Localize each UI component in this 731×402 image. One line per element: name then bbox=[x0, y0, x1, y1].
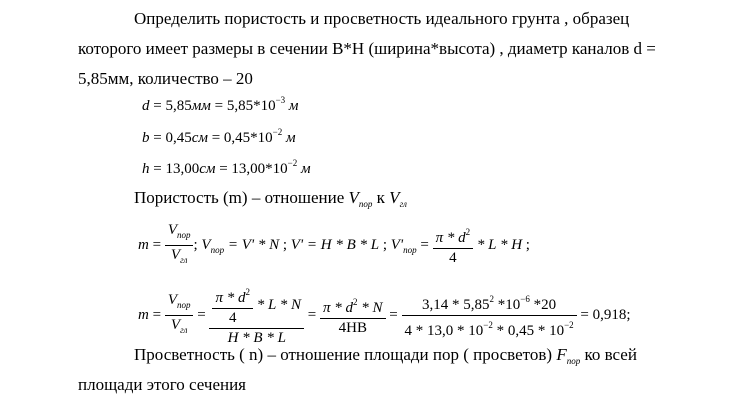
porosity-definition: Пористость (m) – отношение $V_{пор}$ к $V_{гл}$ bbox=[134, 188, 407, 209]
fraction-pi-d2-n-4hb: $\frac{\pi * d^2 * N}{4HB}$ bbox=[320, 294, 386, 337]
given-h: $h = 13,00см = 13,00*10^{-2}$ м bbox=[142, 158, 311, 177]
intro-line-2: которого имеет размеры в сечении В*Н (ширина*высота) , диаметр каналов d = bbox=[78, 39, 656, 58]
fraction-vpor-vgl: $\frac{V_{пор}}{V_{гл}}$ bbox=[165, 222, 194, 269]
transparency-line-1: Просветность ( n) – отношение площади пор ( просветов) $F_{пор}$ ко всей bbox=[134, 345, 637, 366]
fraction-compound: $\frac{\pi * d^2}{4}$ * L * N H * B * L bbox=[209, 284, 304, 347]
formula-porosity-definition: m = $\frac{V_{пор}}{V_{гл}}$ ; $V_{пор} = V' * N$ ; V' = H * B * L ; $V'_{пор}$ = $\frac{\pi * d^2}{4}$ * L * H ; bbox=[138, 222, 530, 269]
given-d: $d = 5,85мм = 5,85*10^{-3}$ м bbox=[142, 95, 299, 114]
intro-line-3: 5,85мм, количество – 20 bbox=[78, 69, 253, 88]
transparency-line-2: площади этого сечения bbox=[78, 375, 246, 394]
formula-porosity-calculation: m = $\frac{V_{пор}}{V_{гл}}$ = $\frac{\pi * d^2}{4}$ * L * N H * B * L = $\frac{\pi * d^2 * N}{4HB}$ = $\frac{3,14 * 5,85^2 *10^{-6} *20}{4 * 13,0 * 10^{-2} * 0,45 * 10^{-2}}$ = 0,918; bbox=[138, 284, 631, 347]
fraction-pi-d2-4: $\frac{\pi * d^2}{4}$ bbox=[433, 224, 474, 267]
given-b: $b = 0,45см = 0,45*10^{-2}$ м bbox=[142, 127, 296, 146]
fraction-vpor-vgl-2: $\frac{V_{пор}}{V_{гл}}$ bbox=[165, 292, 194, 339]
intro-line-1: Определить пористость и просветность идеального грунта , образец bbox=[134, 9, 630, 28]
fraction-numeric: $\frac{3,14 * 5,85^2 *10^{-6} *20}{4 * 13,0 * 10^{-2} * 0,45 * 10^{-2}}$ bbox=[402, 291, 577, 340]
